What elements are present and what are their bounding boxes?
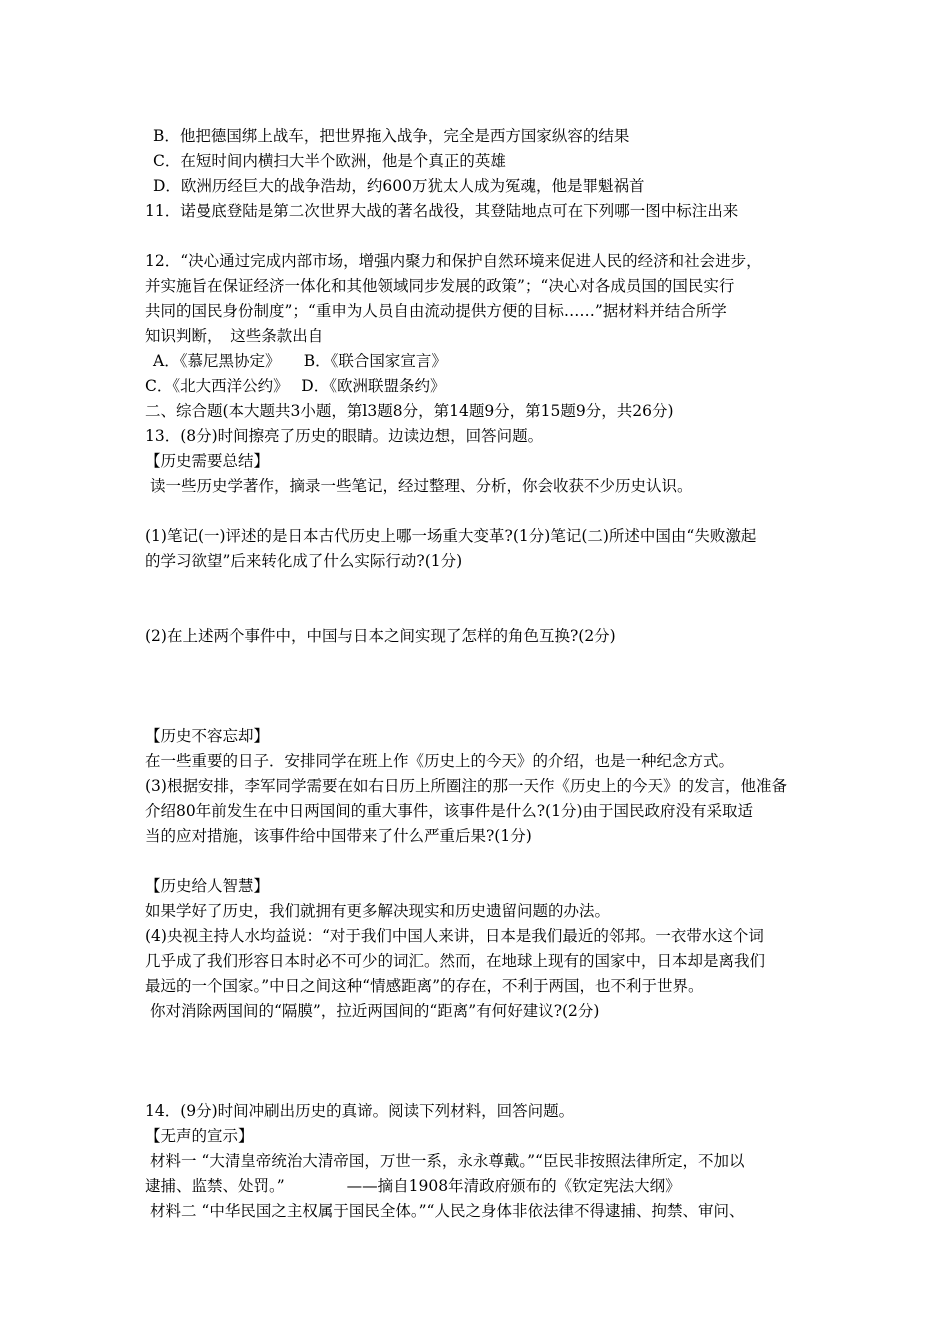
q13-heading-1: 【历史需要总结】 <box>145 452 270 470</box>
q11-text: 11．诺曼底登陆是第二次世界大战的著名战役，其登陆地点可在下列哪一图中标注出来 <box>145 202 739 220</box>
q13-part3-line-3: 当的应对措施，该事件给中国带来了什么严重后果?(1分) <box>145 827 532 845</box>
q10-option-d: D．欧洲历经巨大的战争浩劫，约600万犹太人成为冤魂，他是罪魁祸首 <box>153 177 645 195</box>
q12-line-2: 并实施旨在保证经济一体化和其他领域同步发展的政策”；“决心对各成员国的国民实行 <box>145 277 735 295</box>
q14-material-1-line-2: 逮捕、监禁、处罚。” ——摘自1908年清政府颁布的《钦定宪法大纲》 <box>145 1177 681 1195</box>
q13-heading-3: 【历史给人智慧】 <box>145 877 270 895</box>
q12-options-ab: A．《慕尼黑协定》 B．《联合国家宣言》 <box>153 352 447 370</box>
q13-part4-line-3: 最远的一个国家。”中日之间这种“情感距离”的存在，不利于两国，也不利于世界。 <box>145 977 704 995</box>
q12-options-cd: C．《北大西洋公约》 D．《欧洲联盟条约》 <box>145 377 446 395</box>
q13-part1-line-1: (1)笔记(一)评述的是日本古代历史上哪一场重大变革?(1分)笔记(二)所述中国由“失败激起 <box>145 527 757 545</box>
q14-heading-1: 【无声的宣示】 <box>145 1127 254 1145</box>
q12-line-3: 共同的国民身份制度”；“重申为人员自由流动提供方便的目标……”据材料并结合所学 <box>145 302 727 320</box>
q13-part3-line-1: (3)根据安排，李军同学需要在如右日历上所圈注的那一天作《历史上的今天》的发言，他准备 <box>145 777 787 795</box>
q13-intro: 读一些历史学著作，摘录一些笔记，经过整理、分析，你会收获不少历史认识。 <box>150 477 693 495</box>
q13-heading-2: 【历史不容忘却】 <box>145 727 270 745</box>
q12-line-1: 12．“决心通过完成内部市场，增强内聚力和保护自然环境来促进人民的经济和社会进步， <box>145 252 762 270</box>
q14-material-1-line-1: 材料一 “大清皇帝统治大清帝国，万世一系，永永尊戴。”“臣民非按照法律所定，不加以 <box>150 1152 745 1170</box>
q13-part3-line-2: 介绍80年前发生在中日两国间的重大事件，该事件是什么?(1分)由于国民政府没有采取适 <box>145 802 753 820</box>
q13-part2: (2)在上述两个事件中，中国与日本之间实现了怎样的角色互换?(2分) <box>145 627 616 645</box>
q13-part4-line-2: 几乎成了我们形容日本时必不可少的词汇。然而，在地球上现有的国家中，日本却是离我们 <box>145 952 766 970</box>
q12-line-4: 知识判断， 这些条款出自 <box>145 327 324 345</box>
q13-part4-line-4: 你对消除两国间的“隔膜”，拉近两国间的“距离”有何好建议?(2分) <box>150 1002 600 1020</box>
q14-material-2-line-1: 材料二 “中华民国之主权属于国民全体。”“人民之身体非依法律不得逮捕、拘禁、审问、 <box>150 1202 745 1220</box>
q13-heading-2-text: 在一些重要的日子．安排同学在班上作《历史上的今天》的介绍，也是一种纪念方式。 <box>145 752 735 770</box>
q13-title: 13．(8分)时间擦亮了历史的眼睛。边读边想，回答问题。 <box>145 427 544 445</box>
q10-option-b: B．他把德国绑上战车，把世界拖入战争，完全是西方国家纵容的结果 <box>153 127 630 145</box>
q14-title: 14．(9分)时间冲刷出历史的真谛。阅读下列材料，回答问题。 <box>145 1102 575 1120</box>
q13-heading-3-text: 如果学好了历史，我们就拥有更多解决现实和历史遗留问题的办法。 <box>145 902 611 920</box>
q13-part4-line-1: (4)央视主持人水均益说：“对于我们中国人来讲，日本是我们最近的邻邦。一衣带水这个词 <box>145 927 764 945</box>
section-2-heading: 二、综合题(本大题共3小题，第l3题8分，第14题9分，第15题9分，共26分) <box>145 402 674 420</box>
q10-option-c: C．在短时间内横扫大半个欧洲，他是个真正的英雄 <box>153 152 506 170</box>
q13-part1-line-2: 的学习欲望”后来转化成了什么实际行动?(1分) <box>145 552 463 570</box>
